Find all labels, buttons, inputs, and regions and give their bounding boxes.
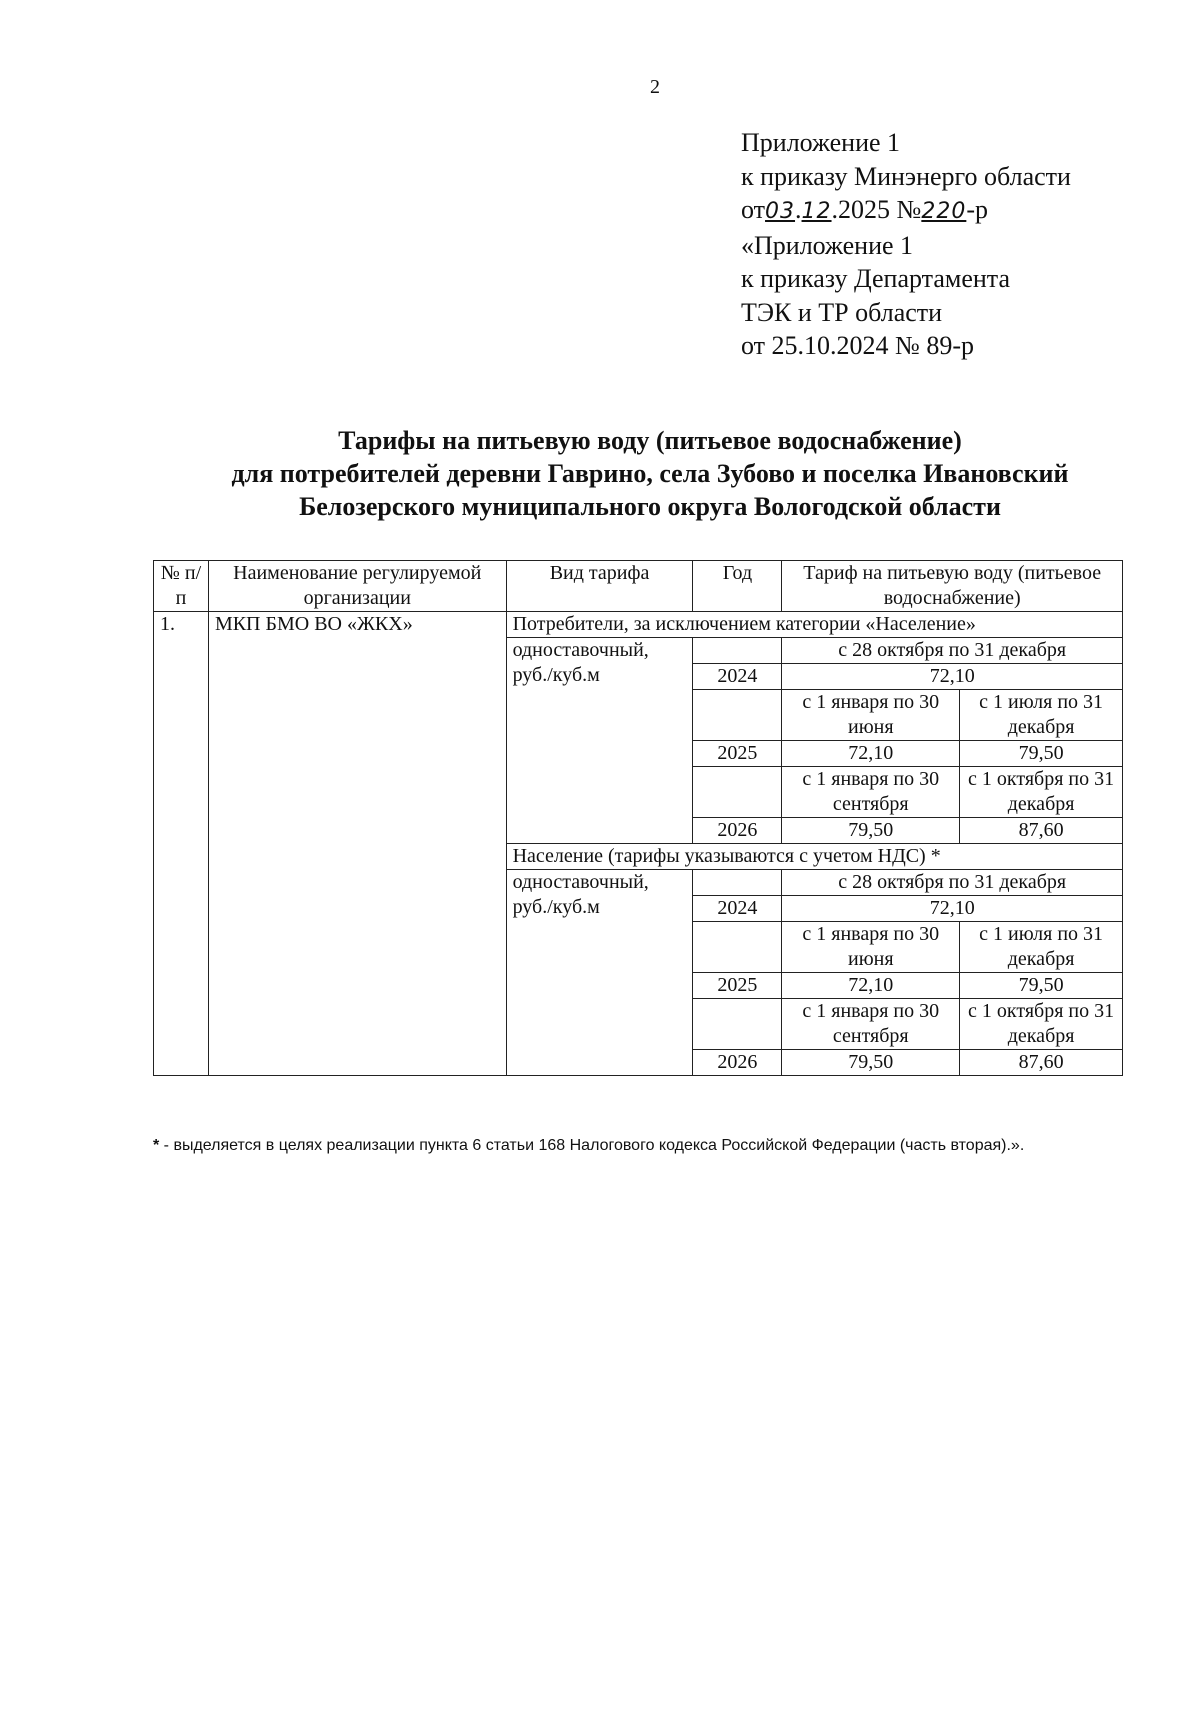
category-label: Население (тарифы указываются с учетом НДС) * xyxy=(506,844,1122,870)
order-day: 03 xyxy=(765,199,796,224)
footnote-marker: * xyxy=(153,1137,160,1154)
title-line: Белозерского муниципального округа Вологодской области xyxy=(299,492,1001,521)
year-cell: 2025 xyxy=(693,741,782,767)
tariff-value: 87,60 xyxy=(960,1050,1123,1076)
period-cell: с 1 октября по 31 декабря xyxy=(960,999,1123,1050)
year-cell xyxy=(693,870,782,896)
table-row xyxy=(154,612,1123,638)
period-cell: с 1 января по 30 июня xyxy=(782,922,960,973)
order-month: 12 xyxy=(801,199,832,224)
title-line: Тарифы на питьевую воду (питьевое водоснабжение) xyxy=(338,426,962,455)
footnote-text: - выделяется в целях реализации пункта 6 статьи 168 Налогового кодекса Российской Федерации (часть вторая).». xyxy=(159,1137,1025,1154)
order-number: 220 xyxy=(921,199,967,224)
appendix-line: от 25.10.2024 № 89-р xyxy=(741,331,974,360)
period-cell: с 1 января по 30 сентября xyxy=(782,767,960,818)
order-suffix: -р xyxy=(966,195,989,224)
header-year: Год xyxy=(693,561,782,612)
appendix-order-line: от03.12.2025 №220-р xyxy=(741,195,989,224)
year-cell xyxy=(693,922,782,973)
appendix-line: к приказу Минэнерго области xyxy=(741,161,1071,191)
tariff-value: 79,50 xyxy=(782,818,960,844)
table-header-row xyxy=(154,561,1123,612)
period-cell: с 28 октября по 31 декабря xyxy=(782,870,1123,896)
period-cell: с 1 января по 30 июня xyxy=(782,690,960,741)
footnote xyxy=(153,1137,1153,1155)
order-year: .2025 № xyxy=(831,195,922,224)
year-cell xyxy=(693,999,782,1050)
year-cell xyxy=(693,767,782,818)
appendix-line: к приказу Департамента xyxy=(741,264,1011,293)
tariff-type: одноставочный, руб./куб.м xyxy=(506,638,693,844)
title-line: для потребителей деревни Гаврино, села Зубово и поселка Ивановский xyxy=(231,459,1069,488)
tariff-type: одноставочный, руб./куб.м xyxy=(506,870,693,1076)
year-cell xyxy=(693,690,782,741)
year-cell: 2026 xyxy=(693,818,782,844)
tariff-value: 79,50 xyxy=(960,973,1123,999)
header-num: № п/п xyxy=(154,561,209,612)
document-title xyxy=(150,424,1150,523)
year-cell xyxy=(693,638,782,664)
period-cell: с 1 июля по 31 декабря xyxy=(960,690,1123,741)
header-tariff: Тариф на питьевую воду (питьевое водоснабжение) xyxy=(782,561,1123,612)
period-cell: с 1 октября по 31 декабря xyxy=(960,767,1123,818)
tariff-value: 79,50 xyxy=(960,741,1123,767)
period-cell: с 1 июля по 31 декабря xyxy=(960,922,1123,973)
year-cell: 2025 xyxy=(693,973,782,999)
tariffs-table xyxy=(153,560,1123,1076)
tariff-value: 79,50 xyxy=(782,1050,960,1076)
year-cell: 2026 xyxy=(693,1050,782,1076)
header-type: Вид тарифа xyxy=(506,561,693,612)
period-cell: с 28 октября по 31 декабря xyxy=(782,638,1123,664)
appendix-line: Приложение 1 xyxy=(741,128,901,157)
row-number: 1. xyxy=(154,612,209,1076)
tariff-value: 72,10 xyxy=(782,896,1123,922)
appendix-block xyxy=(741,126,1071,363)
tariff-value: 87,60 xyxy=(960,818,1123,844)
org-name: МКП БМО ВО «ЖКХ» xyxy=(208,612,506,1076)
appendix-line: «Приложение 1 xyxy=(741,230,914,260)
appendix-line: ТЭК и ТР области xyxy=(741,297,943,327)
page-number: 2 xyxy=(650,76,660,98)
tariff-value: 72,10 xyxy=(782,664,1123,690)
period-cell: с 1 января по 30 сентября xyxy=(782,999,960,1050)
category-label: Потребители, за исключением категории «Население» xyxy=(506,612,1122,638)
order-prefix: от xyxy=(741,195,766,224)
header-org: Наименование регулируемой организации xyxy=(208,561,506,612)
year-cell: 2024 xyxy=(693,896,782,922)
tariff-value: 72,10 xyxy=(782,973,960,999)
year-cell: 2024 xyxy=(693,664,782,690)
tariff-value: 72,10 xyxy=(782,741,960,767)
